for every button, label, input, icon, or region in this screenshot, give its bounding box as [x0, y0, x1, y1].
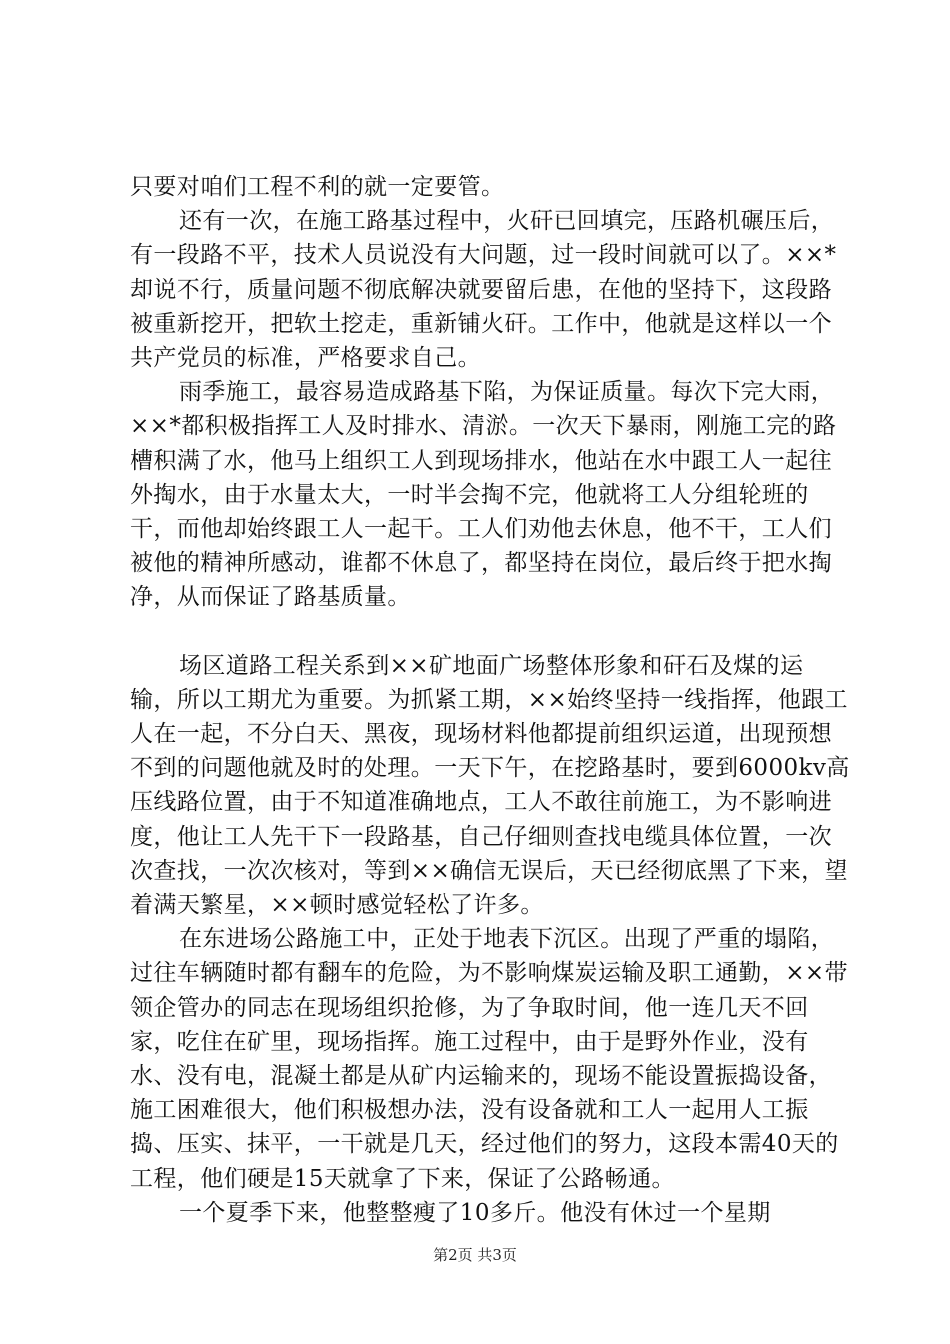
paragraph-gap [130, 615, 850, 649]
body-text [130, 170, 850, 1230]
paragraph-5: 在东进场公路施工中，正处于地表下沉区。出现了严重的塌陷，过往车辆随时都有翻车的危险，为不影响煤炭运输及职工通勤，××带领企管办的同志在现场组织抢修，为了争取时间，他一连几天不回家，吃住在矿里，现场指挥。施工过程中，由于是野外作业，没有水、没有电，混凝土都是从矿内运输来的，现场不能设置振捣设备，施工困难很大，他们积极想办法，没有设备就和工人一起用人工振捣、压实、抹平，一干就是几天，经过他们的努力，这段本需40天的工程，他们硬是15天就拿了下来，保证了公路畅通。 [130, 926, 848, 1192]
paragraph-4: 场区道路工程关系到××矿地面广场整体形象和矸石及煤的运输，所以工期尤为重要。为抓紧工期，××始终坚持一线指挥，他跟工人在一起，不分白天、黑夜，现场材料他都提前组织运道，出现预想不到的问题他就及时的处理。一天下午，在挖路基时，要到6000kv高压线路位置，由于不知道准确地点，工人不敢往前施工，为不影响进度，他让工人先干下一段路基，自己仔细则查找电缆具体位置，一次次查找，一次次核对，等到××确信无误后，天已经彻底黑了下来，望着满天繁星，××顿时感觉轻松了许多。 [130, 652, 850, 919]
paragraph-2: 还有一次，在施工路基过程中，火矸已回填完，压路机碾压后，有一段路不平，技术人员说没有大问题，过一段时间就可以了。××*却说不行，质量问题不彻底解决就要留后患，在他的坚持下，这段路被重新挖开，把软土挖走，重新铺火矸。工作中，他就是这样以一个共产党员的标准，严格要求自己。 [130, 208, 837, 372]
paragraph-3: 雨季施工，最容易造成路基下陷，为保证质量。每次下完大雨，××*都积极指挥工人及时排水、清淤。一次天下暴雨，刚施工完的路槽积满了水，他马上组织工人到现场排水，他站在水中跟工人一起往外掏水，由于水量太大，一时半会掏不完，他就将工人分组轮班的干，而他却始终跟工人一起干。工人们劝他去休息，他不干，工人们被他的精神所感动，谁都不休息了，都坚持在岗位，最后终于把水掏净，从而保证了路基质量。 [130, 379, 837, 611]
paragraph-6: 一个夏季下来，他整整瘦了10多斤。他没有休过一个星期 [179, 1199, 771, 1226]
paragraph-1: 只要对咱们工程不利的就一定要管。 [130, 174, 505, 200]
page-footer: 第2页 共3页 [433, 1246, 517, 1264]
